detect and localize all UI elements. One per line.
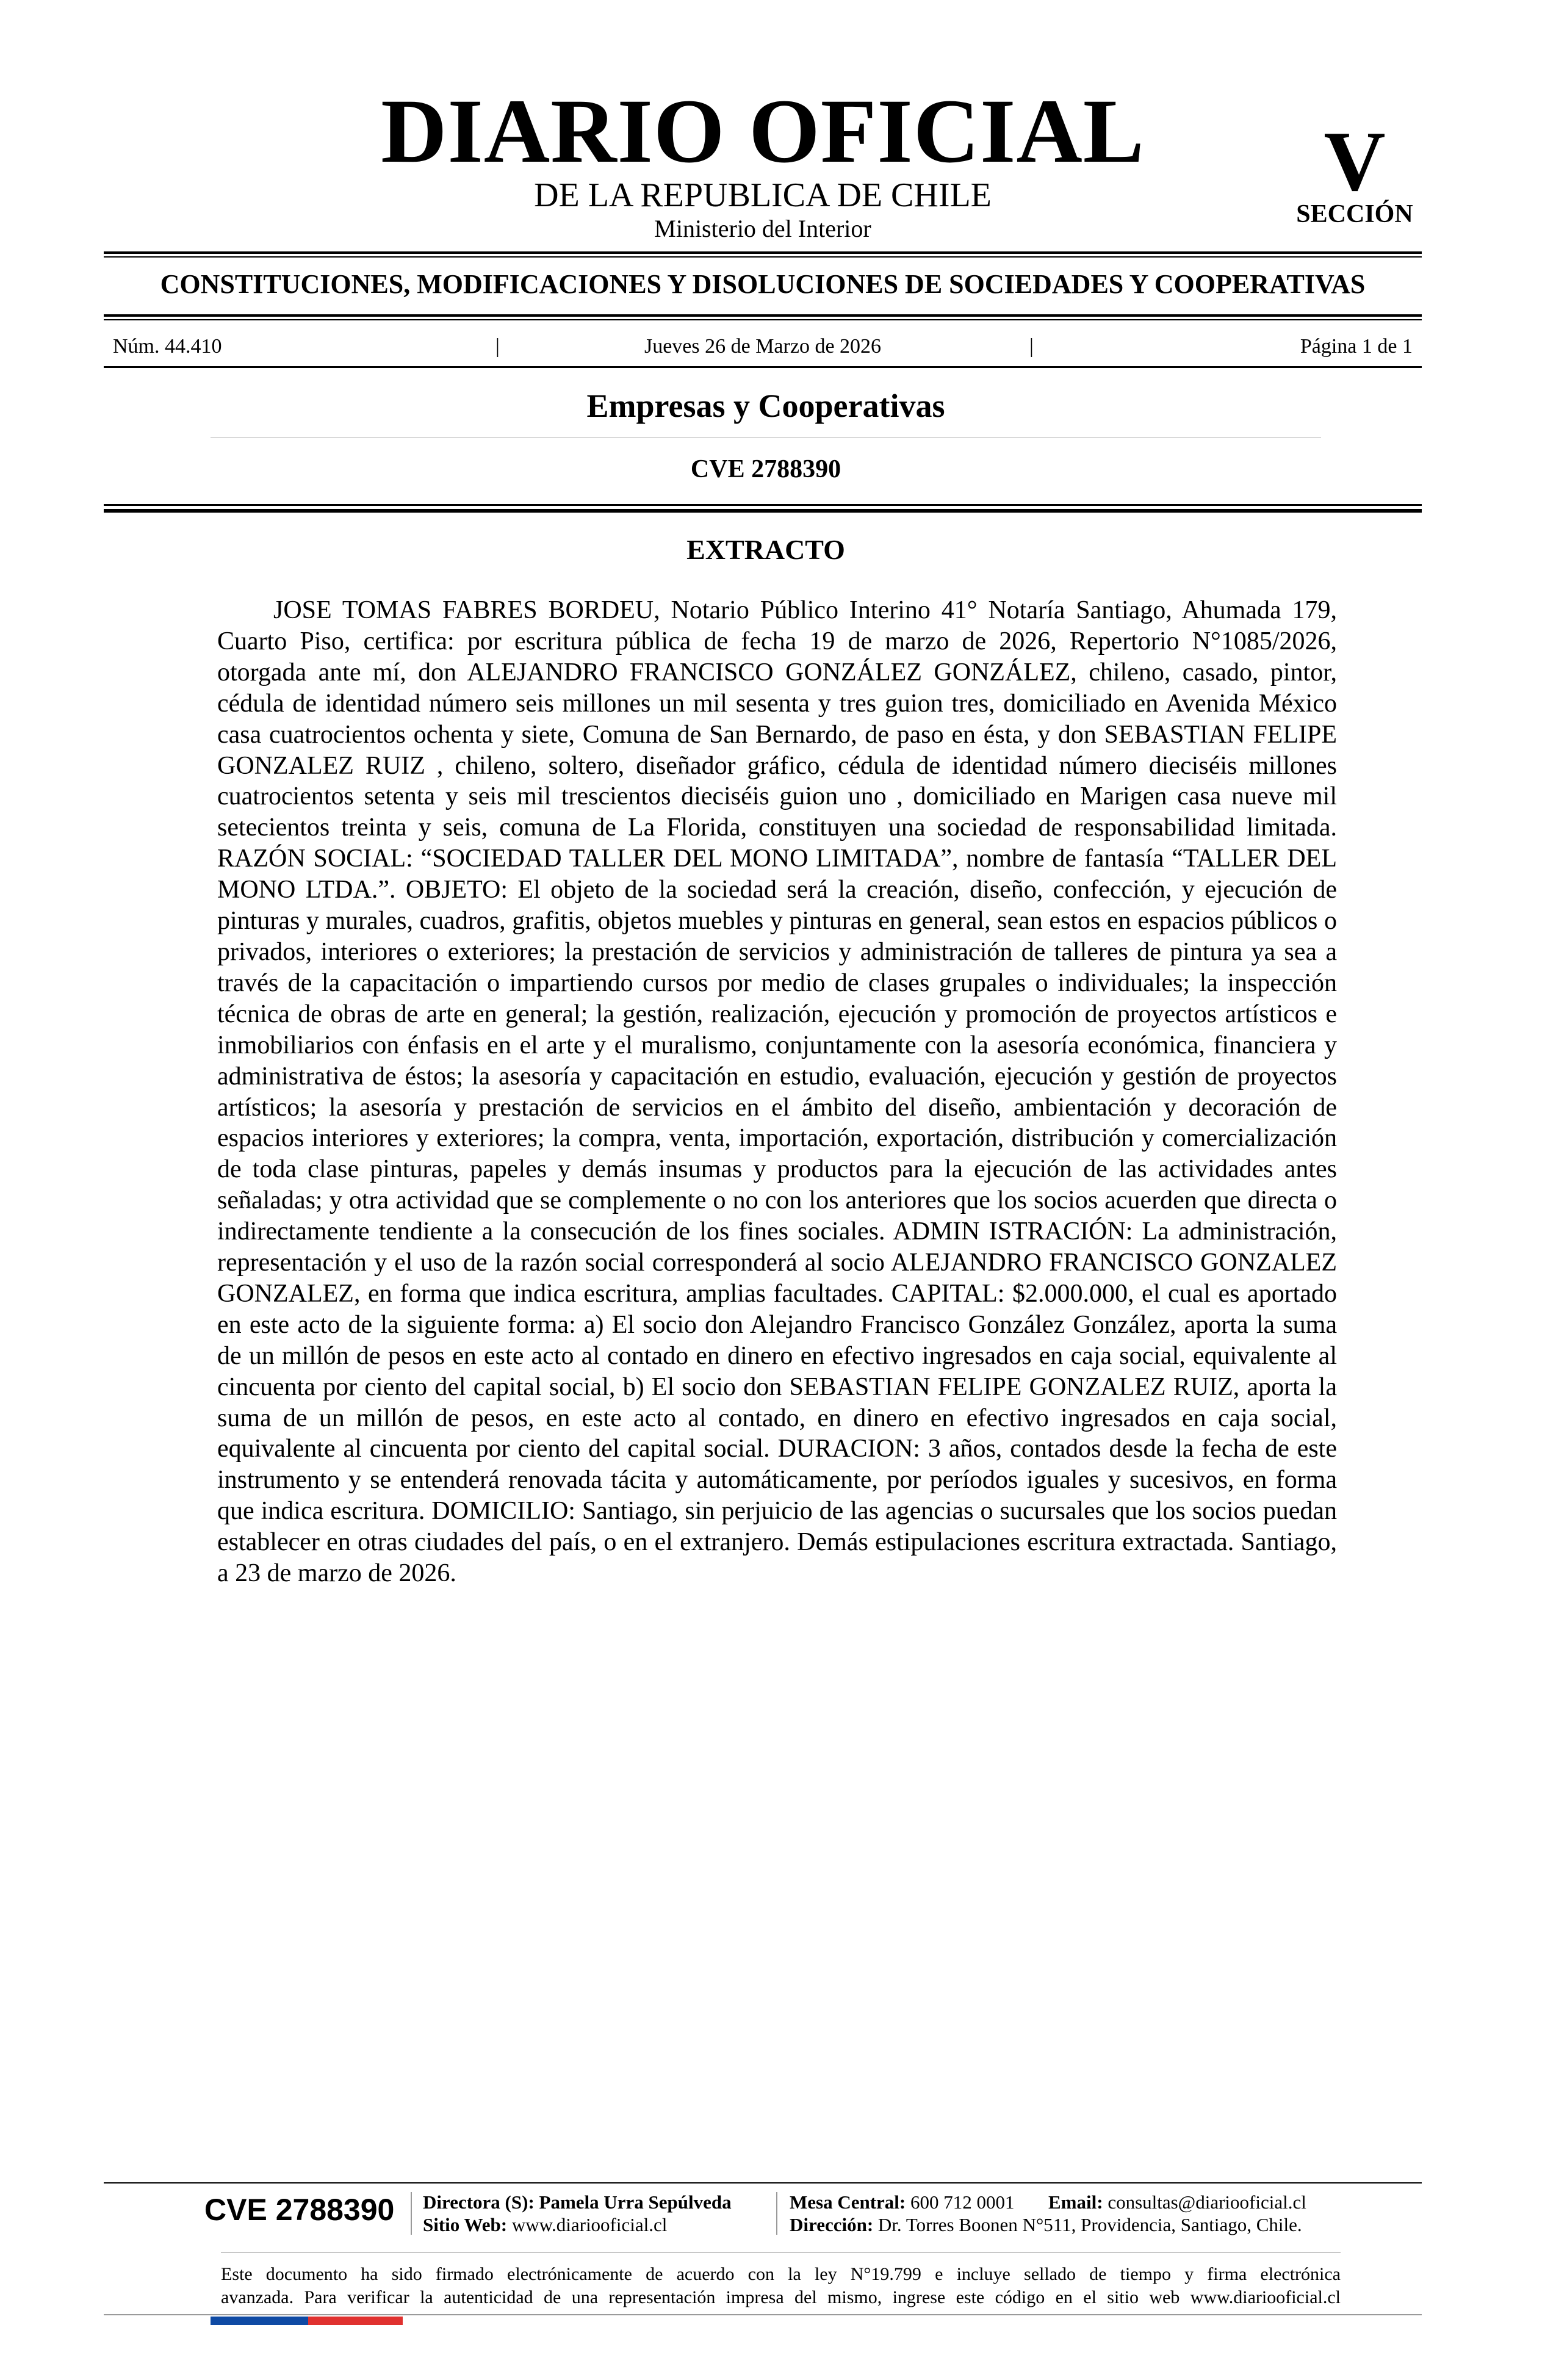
- issue-number: Núm. 44.410: [113, 335, 222, 358]
- footer-note-line: avanzada. Para verificar la autenticidad de una representación impresa del mismo, ingrese este código en el sitio web www.diariooficial.cl: [221, 2287, 1341, 2307]
- section-title-rule: [211, 437, 1321, 438]
- phone-value: 600 712 0001: [910, 2191, 1015, 2213]
- website-link[interactable]: www.diariooficial.cl: [511, 2214, 668, 2235]
- email-label: Email:: [1048, 2191, 1103, 2213]
- footer-note-line: Este documento ha sido firmado electrónicamente de acuerdo con la ley N°19.799 e incluye sellado de tiempo y firma electrónica: [221, 2264, 1341, 2284]
- footer-address: [790, 2213, 1302, 2236]
- masthead-title: DIARIO OFICIAL: [381, 81, 1145, 182]
- masthead-rule-top: [104, 251, 1422, 254]
- footer-divider: [776, 2192, 777, 2235]
- address-label: Dirección:: [790, 2214, 874, 2235]
- footer-contact: [790, 2191, 1306, 2213]
- email-link[interactable]: consultas@diariooficial.cl: [1108, 2191, 1306, 2213]
- masthead-category: CONSTITUCIONES, MODIFICACIONES Y DISOLUCIONES DE SOCIEDADES Y COOPERATIVAS: [160, 269, 1366, 299]
- category-rule: [104, 314, 1422, 317]
- footer-note-rule: [221, 2252, 1341, 2253]
- document-body: JOSE TOMAS FABRES BORDEU, Notario Público Interino 41° Notaría Santiago, Ahumada 179, Cuarto Piso, certifica: por escritura pública de fecha 19 de marzo de 2026, Repertorio N°1085/2026, otorgada ante mí, don ALEJANDRO FRANCISCO GONZÁLEZ GONZÁLEZ, chileno, casado, pintor, cédula de identidad número seis millones un mil sesenta y tres guion tres, domiciliado en Avenida México casa cuatrocientos ochenta y siete, Comuna de San Bernardo, de paso en ésta, y don SEBASTIAN FELIPE GONZALEZ RUIZ , chileno, soltero, diseñador gráfico, cédula de identidad número dieciséis millones cuatrocientos setenta y seis mil trescientos dieciséis guion uno , domiciliado en Marigen casa nueve mil setecientos treinta y seis, comuna de La Florida, constituyen una sociedad de responsabilidad limitada. RAZÓN SOCIAL: “SOCIEDAD TALLER DEL MONO LIMITADA”, nombre de fantasía “TALLER DEL MONO LTDA.”. OBJETO: El objeto de la sociedad será la creación, diseño, confección, y ejecución de pinturas y murales, cuadros, grafitis, objetos muebles y pinturas en general, sean estos en espacios públicos o privados, interiores o exteriores; la prestación de servicios y administración de talleres de pintura ya sea a través de la capacitación o impartiendo cursos por medio de clases grupales o individuales; la inspección técnica de obras de arte en general; la gestión, realización, ejecución y promoción de proyectos artísticos e inmobiliarios con énfasis en el arte y el muralismo, conjuntamente con la asesoría económica, financiera y administrativa de éstos; la asesoría y capacitación en estudio, evaluación, ejecución y gestión de proyectos artísticos; la asesoría y prestación de servicios en el ámbito del diseño, ambientación y decoración de espacios interiores y exteriores; la compra, venta, importación, exportación, distribución y comercialización de toda clase pinturas, papeles y demás insumas y productos para la ejecución de las actividades antes señaladas; y otra actividad que se complemente o no con los anteriores que los socios acuerden que directa o indirectamente tendiente a la consecución de los fines sociales. ADMIN ISTRACIÓN: La administración, representación y el uso de la razón social corresponderá al socio ALEJANDRO FRANCISCO GONZALEZ GONZALEZ, en forma que indica escritura, amplias facultades. CAPITAL: $2.000.000, el cual es aportado en este acto de la siguiente forma: a) El socio don Alejandro Francisco González González, aporta la suma de un millón de pesos en este acto al contado en dinero en efectivo ingresados en caja social, equivalente al cincuenta por ciento del capital social, b) El socio don SEBASTIAN FELIPE GONZALEZ RUIZ, aporta la suma de un millón de pesos, en este acto al contado, en dinero en efectivo ingresados en caja social, equivalente al cincuenta por ciento del capital social. DURACION: 3 años, contados desde la fecha de este instrumento y se entenderá renovada tácita y automáticamente, por períodos iguales y sucesivos, en forma que indica escritura. DOMICILIO: Santiago, sin perjuicio de las agencias o sucursales que los socios puedan establecer en otras ciudades del país, o en el extranjero. Demás estipulaciones escritura extractada. Santiago, a 23 de marzo de 2026.: [217, 596, 1337, 1588]
- footer-rule: [104, 2182, 1422, 2183]
- section-label: SECCIÓN: [1296, 200, 1413, 228]
- masthead-ministry: Ministerio del Interior: [654, 215, 871, 242]
- director-name: Pamela Urra Sepúlveda: [539, 2191, 732, 2213]
- footer-bottom-rule: [104, 2314, 1422, 2315]
- footer-website: [423, 2213, 667, 2236]
- director-label: Directora (S):: [423, 2191, 535, 2213]
- footer-legal-note: [221, 2263, 1341, 2309]
- flag-stripe-red: [308, 2317, 403, 2325]
- category-rule-thin: [104, 319, 1422, 320]
- website-label: Sitio Web:: [423, 2214, 508, 2235]
- masthead-subtitle: DE LA REPUBLICA DE CHILE: [534, 176, 992, 214]
- section-title: Empresas y Cooperativas: [586, 388, 945, 424]
- cve-code: CVE 2788390: [690, 455, 841, 483]
- issue-bar: [113, 334, 1413, 359]
- issue-separator: |: [495, 335, 500, 358]
- issue-date: Jueves 26 de Marzo de 2026: [644, 335, 882, 358]
- cve-rule: [104, 504, 1422, 506]
- issue-separator: |: [1029, 335, 1034, 358]
- phone-label: Mesa Central:: [790, 2191, 906, 2213]
- section-letter: V: [1324, 114, 1386, 209]
- masthead-rule-top-thin: [104, 256, 1422, 258]
- issue-rule: [104, 366, 1422, 368]
- issue-page: Página 1 de 1: [1300, 335, 1413, 358]
- address-value: Dr. Torres Boonen N°511, Providencia, Santiago, Chile.: [877, 2214, 1302, 2235]
- cve-rule-thick: [104, 509, 1422, 513]
- document-heading: EXTRACTO: [686, 534, 845, 565]
- flag-stripe-blue: [211, 2317, 308, 2325]
- footer-cve-code: CVE 2788390: [204, 2193, 395, 2227]
- footer-divider: [411, 2192, 412, 2235]
- footer-director: [423, 2191, 732, 2213]
